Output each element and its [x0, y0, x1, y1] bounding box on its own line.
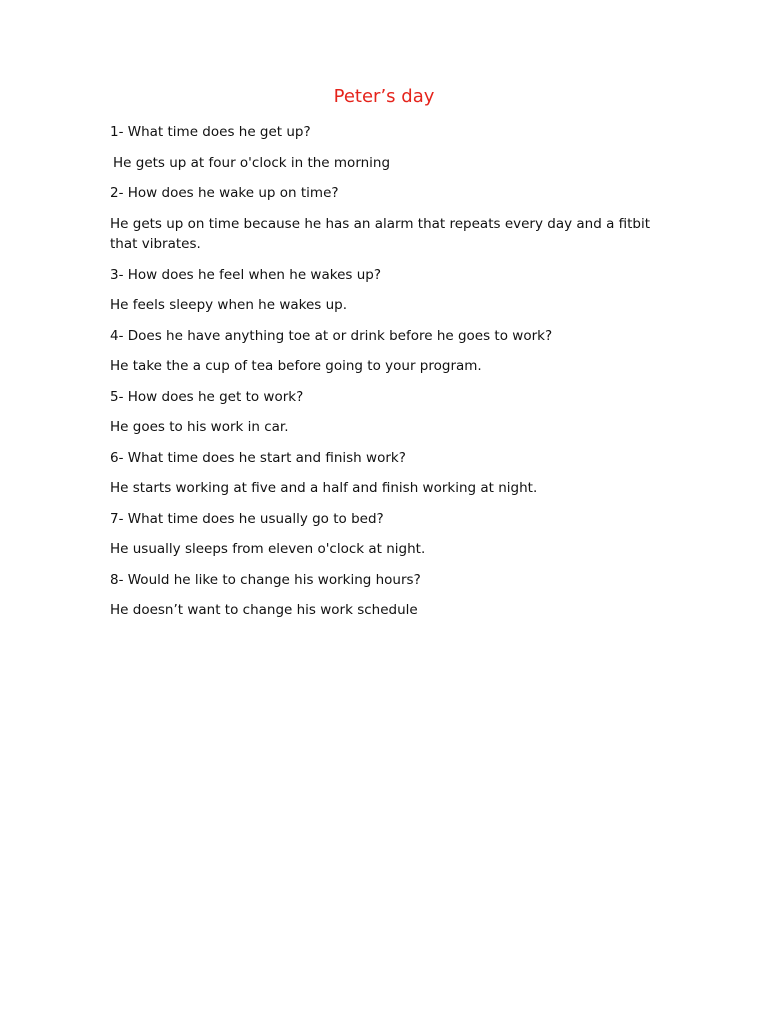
answer-4: He take the a cup of tea before going to your program. — [110, 358, 482, 374]
question-5: 5- How does he get to work? — [110, 388, 304, 405]
answer-2: He gets up on time because he has an alarm that repeats every day and a fitbit that vibrates. — [110, 215, 651, 252]
question-3: 3- How does he feel when he wakes up? — [110, 266, 381, 283]
question-8: 8- Would he like to change his working hours? — [110, 571, 421, 588]
question-4: 4- Does he have anything toe at or drink before he goes to work? — [110, 327, 553, 344]
answer-5: He goes to his work in car. — [110, 419, 289, 435]
question-2: 2- How does he wake up on time? — [110, 185, 339, 201]
answer-6: He starts working at five and a half and finish working at night. — [110, 480, 538, 496]
answer-7: He usually sleeps from eleven o'clock at night. — [110, 541, 426, 557]
question-answer-list — [110, 122, 670, 631]
answer-8: He doesn’t want to change his work schedule — [110, 602, 418, 618]
answer-1: He gets up at four o'clock in the morning — [113, 154, 391, 171]
question-6: 6- What time does he start and finish work? — [110, 449, 406, 466]
answer-3: He feels sleepy when he wakes up. — [110, 297, 348, 313]
question-7: 7- What time does he usually go to bed? — [110, 510, 384, 527]
document-title: Peter’s day — [333, 86, 435, 107]
question-1: 1- What time does he get up? — [110, 124, 311, 140]
